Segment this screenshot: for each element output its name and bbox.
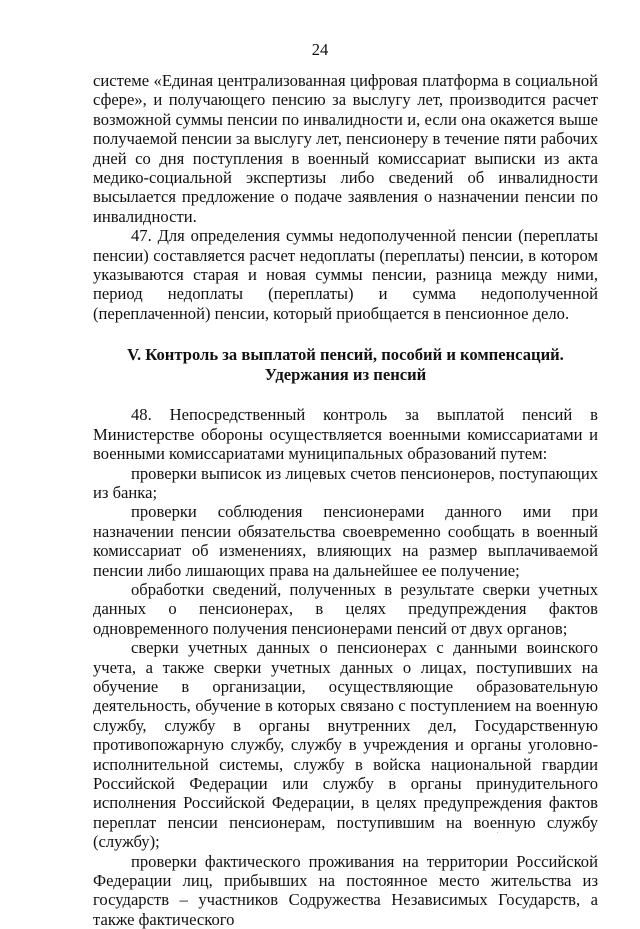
spacer [93,385,598,405]
page-number: 24 [311,40,329,59]
document-body [93,71,598,929]
paragraph-48: 48. Непосредственный контроль за выплатой пенсий в Министерстве обороны осуществляется военными комиссариатами и военными комиссариатами муниципальных образований путем: [93,405,598,464]
section-title-line-2: Удержания из пенсий [264,365,427,385]
scan-speck [497,832,498,833]
section-title-line-1: V. Контроль за выплатой пенсий, пособий и компенсаций. [127,345,564,365]
list-item-data-processing: обработки сведений, полученных в результате сверки учетных данных о пенсионерах, в целях предупреждения фактов одновременного получения пенсионерами пенсий от двух органов; [93,579,598,638]
spacer [93,323,598,345]
list-item-residence-check: проверки фактического проживания на территории Российской Федерации лиц, прибывших на постоянное место жительства из государств – участников Содружества Независимых Государств, а также фактического [93,851,598,929]
list-item-obligation-check: проверки соблюдения пенсионерами данного ими при назначении пенсии обязательства своевременно сообщать в военный комиссариат об изменениях, влияющих на размер выплачиваемой пенсии либо лишающих права на дальнейшее ее получение; [93,502,598,580]
list-item-bank-statements: проверки выписок из лицевых счетов пенсионеров, поступающих из банка; [93,463,598,502]
paragraph-47: 47. Для определения суммы недополученной пенсии (переплаты пенсии) составляется расчет недоплаты (переплаты) пенсии, в котором указываются старая и новая суммы пенсии, разница между ними, период недоплаты (переплаты) и сумма недополученной (переплаченной) пенсии, который приобщается в пенсионное дело. [93,226,598,323]
list-item-military-records: сверки учетных данных о пенсионерах с данными воинского учета, а также сверки учетных данных о лицах, поступивших на обучение в организации, осуществляющие образовательную деятельность, обучение в которых связано с поступлением на военную службу, службу в органы внутренних дел, Государственную противопожарную службу, службу в учреждения и органы уголовно-исполнительной системы, службу в войска национальной гвардии Российской Федерации или службу в органы принудительного исполнения Российской Федерации, в целях предупреждения фактов переплат пенсии пенсионерам, поступившим на военную службу (службу); [93,638,598,852]
paragraph-continuation: системе «Единая централизованная цифровая платформа в социальной сфере», и получающего пенсию за выслугу лет, производится расчет возможной суммы пенсии по инвалидности и, если она окажется выше получаемой пенсии за выслугу лет, пенсионеру в течение пяти рабочих дней со дня поступления в военный комиссариат выписки из акта медико-социальной экспертизы либо сведений об инвалидности высылается предложение о подаче заявления о назначении пенсии по инвалидности. [93,71,598,226]
